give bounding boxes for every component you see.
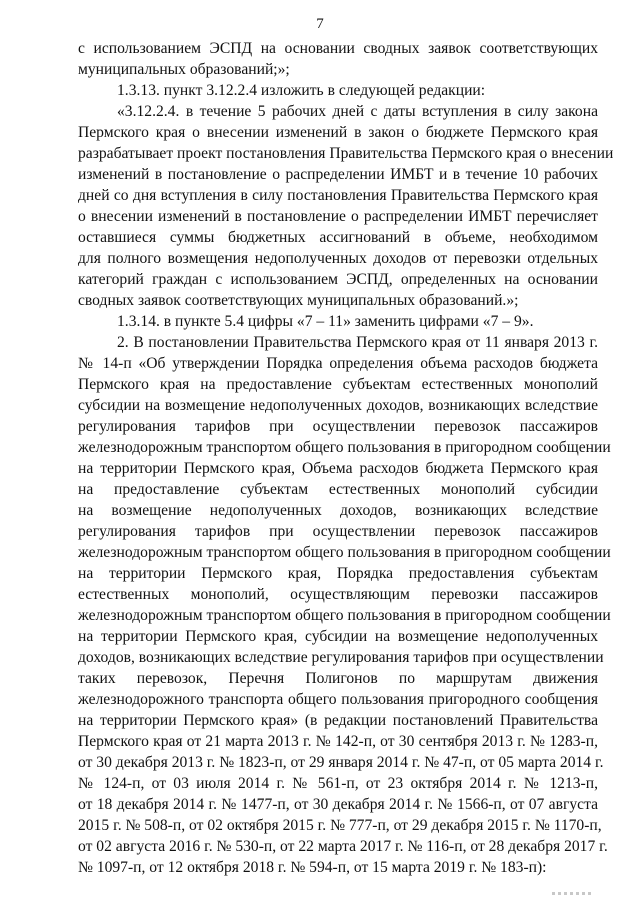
text-line: на территории Пермского края, Порядка предоставления субъектам: [78, 565, 598, 582]
text-line: на возмещение недополученных доходов, возникающих вследствие: [78, 502, 598, 519]
text-line: доходов, возникающих вследствие регулирования тарифов при осуществлении: [78, 649, 604, 666]
scan-mark: [552, 892, 592, 895]
text-line: на территории Пермского края» (в редакции постановлений Правительства: [78, 712, 598, 729]
text-line: от 02 августа 2016 г. № 530-п, от 22 марта 2017 г. № 116-п, от 28 декабря 2017 г.: [78, 838, 608, 855]
text-line: Пермского края на предоставление субъектам естественных монополий: [78, 376, 598, 393]
text-line: 2. В постановлении Правительства Пермского края от 11 января 2013 г.: [117, 334, 598, 351]
text-line: на территории Пермского края, субсидии на возмещение недополученных: [78, 628, 598, 645]
text-line: разрабатывает проект постановления Правительства Пермского края о внесении: [78, 145, 614, 162]
text-line: регулирования тарифов при осуществлении перевозок пассажиров: [78, 418, 598, 435]
text-line: оставшиеся суммы бюджетных ассигнований в объеме, необходимом: [78, 229, 598, 246]
text-line: с использованием ЭСПД на основании сводных заявок соответствующих: [78, 40, 598, 57]
text-line: железнодорожного транспорта общего пользования пригородного сообщения: [78, 691, 598, 708]
text-line: изменений в постановление о распределении ИМБТ и в течение 10 рабочих: [78, 166, 598, 183]
text-line: субсидии на возмещение недополученных доходов, возникающих вследствие: [78, 397, 598, 414]
text-line: № 1097-п, от 12 октября 2018 г. № 594-п, от 15 марта 2019 г. № 183-п):: [78, 859, 547, 876]
text-line: железнодорожным транспортом общего пользования в пригородном сообщении: [78, 607, 611, 624]
text-line: № 124-п, от 03 июля 2014 г. № 561-п, от 23 октября 2014 г. № 1213-п,: [78, 775, 598, 792]
text-line: категорий граждан с использованием ЭСПД, определенных на основании: [78, 271, 598, 288]
text-line: железнодорожным транспортом общего пользования в пригородном сообщении: [78, 439, 611, 456]
text-line: от 18 декабря 2014 г. № 1477-п, от 30 декабря 2014 г. № 1566-п, от 07 августа: [78, 796, 598, 813]
text-line: сводных заявок соответствующих муниципальных образований.»;: [78, 292, 519, 309]
text-line: № 14-п «Об утверждении Порядка определения объема расходов бюджета: [78, 355, 598, 372]
text-line: 2015 г. № 508-п, от 02 октября 2015 г. № 777-п, от 29 декабря 2015 г. № 1170-п,: [78, 817, 602, 834]
text-line: дней со дня вступления в силу постановления Правительства Пермского края: [78, 187, 598, 204]
text-line: муниципальных образований;»;: [78, 61, 290, 78]
text-line: Пермского края о внесении изменений в закон о бюджете Пермского края: [78, 124, 598, 141]
text-line: естественных монополий, осуществляющим перевозки пассажиров: [78, 586, 598, 603]
text-line: регулирования тарифов при осуществлении перевозок пассажиров: [78, 523, 598, 540]
text-line: о внесении изменений в постановление о распределении ИМБТ перечисляет: [78, 208, 598, 225]
text-line: «3.12.2.4. в течение 5 рабочих дней с даты вступления в силу закона: [117, 103, 598, 120]
text-line: на предоставление субъектам естественных монополий субсидии: [78, 481, 598, 498]
text-line: 1.3.13. пункт 3.12.2.4 изложить в следующей редакции:: [117, 82, 486, 99]
text-line: от 30 декабря 2013 г. № 1823-п, от 29 января 2014 г. № 47-п, от 05 марта 2014 г.: [78, 754, 604, 771]
text-line: на территории Пермского края, Объема расходов бюджета Пермского края: [78, 460, 598, 477]
text-line: Пермского края от 21 марта 2013 г. № 142-п, от 30 сентября 2013 г. № 1283-п,: [78, 733, 598, 750]
text-line: железнодорожным транспортом общего пользования в пригородном сообщении: [78, 544, 611, 561]
page-number: 7: [316, 16, 324, 32]
text-line: таких перевозок, Перечня Полигонов по маршрутам движения: [78, 670, 598, 687]
document-body: [78, 38, 614, 878]
text-line: для полного возмещения недополученных доходов от перевозки отдельных: [78, 250, 598, 267]
text-line: 1.3.14. в пункте 5.4 цифры «7 – 11» заменить цифрами «7 – 9».: [117, 313, 534, 330]
